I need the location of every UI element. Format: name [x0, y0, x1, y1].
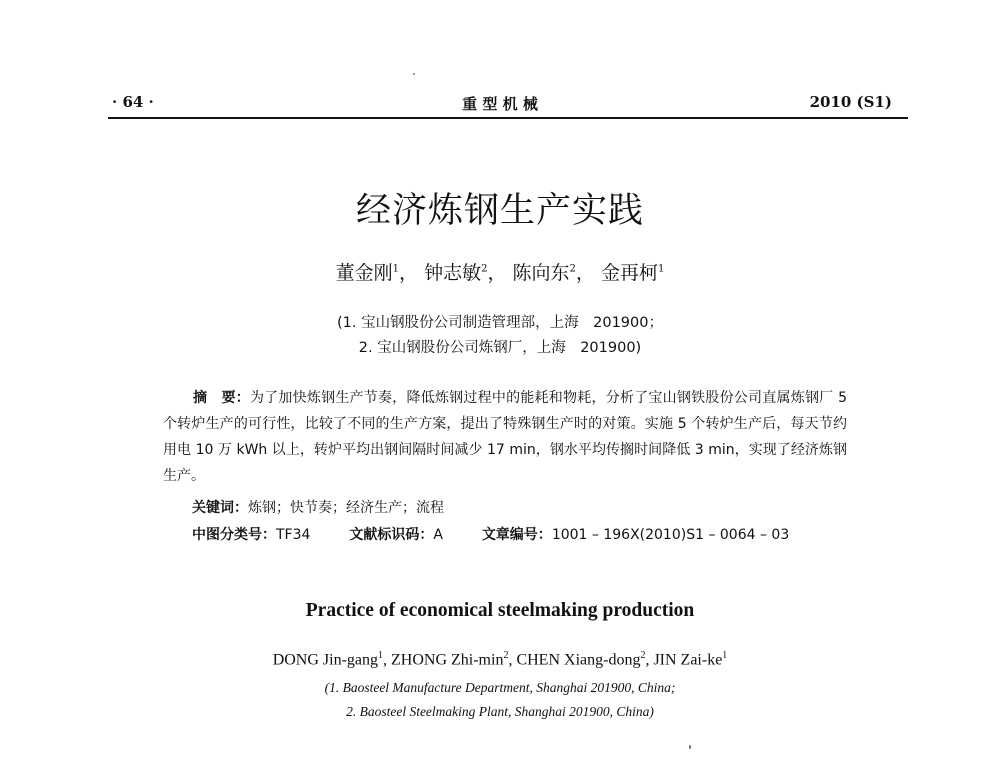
author-sup: 2 — [569, 263, 576, 275]
author-sup: 1 — [658, 263, 665, 275]
author-cn: 钟志敏 — [424, 262, 482, 284]
abstract-text: 为了加快炼钢生产节奏，降低炼钢过程中的能耗和物耗，分析了宝山钢铁股份公司直属炼钢厂 5 个转炉生产的可行性，比较了不同的生产方案，提出了特殊钢生产时的对策。实施 5 个转炉生产后，每天节约用电 10 万 kWh 以上，转炉平均出钢间隔时间减少 17 min，钢水平均传搁时间降低 3 min，实现了经济炼钢生产。 — [163, 390, 848, 484]
author-sup: 2 — [481, 263, 488, 275]
abstract — [163, 385, 847, 489]
author-sup: 1 — [378, 650, 384, 661]
author-sup: 2 — [503, 650, 509, 661]
author-cn: 陈向东 — [512, 262, 570, 284]
author-sup: 1 — [392, 263, 400, 275]
abstract-label: 摘 要： — [193, 390, 250, 406]
journal-name: 重 型 机 械 — [462, 95, 538, 113]
article-number-label: 文章编号： — [481, 527, 552, 543]
author-en: CHEN Xiang-dong — [516, 651, 641, 669]
author-sup: 2 — [640, 650, 646, 661]
author-cn: 董金刚 — [335, 262, 393, 284]
affiliation-cn-1: (1. 宝山钢股份公司制造管理部，上海 201900； — [337, 315, 663, 331]
keywords-label: 关键词： — [192, 500, 248, 516]
author-sup: 1 — [722, 650, 728, 661]
keywords — [192, 497, 444, 517]
page-number: · 64 · — [112, 93, 154, 111]
title-en: Practice of economical steelmaking production — [305, 600, 695, 621]
affiliation-en-1: (1. Baosteel Manufacture Department, Shanghai 201900, China; — [324, 680, 676, 695]
affiliation-cn-2: 2. 宝山钢股份公司炼钢厂，上海 201900) — [358, 340, 642, 356]
authors-en: DONG Jin-gang$^1$, ZHONG Zhi-$\min^2$, CHEN Xiang-dong$^2$, JIN Zai-$ke^1$ — [272, 650, 728, 669]
header-rule — [108, 117, 908, 119]
authors-cn: 董金刚$^1$， 钟志敏$^2$， 陈向东$^2$， 金再柯$^1$ — [335, 262, 665, 284]
issue-label: 2010 (S1) — [809, 93, 892, 111]
article-number-value: 1001 – 196X(2010)S1 – 0064 – 03 — [551, 527, 790, 543]
scan-speck — [413, 73, 415, 75]
author-en: DONG Jin-gang — [272, 651, 379, 669]
affiliation-en-2: 2. Baosteel Steelmaking Plant, Shanghai 201900, China) — [346, 704, 654, 719]
author-en: ZHONG Zhi-min — [391, 651, 504, 669]
classification — [192, 524, 789, 544]
clc-value: TF34 — [276, 527, 311, 543]
author-en: JIN Zai-ke — [653, 651, 723, 669]
title-cn: 经济炼钢生产实践 — [355, 191, 644, 231]
scan-speck — [689, 745, 691, 749]
clc-label: 中图分类号： — [192, 527, 276, 543]
author-cn: 金再柯 — [600, 262, 658, 284]
doc-code-label: 文献标识码： — [349, 527, 434, 543]
doc-code-value: A — [433, 527, 443, 543]
keywords-text: 炼钢；快节奏；经济生产；流程 — [248, 500, 444, 516]
